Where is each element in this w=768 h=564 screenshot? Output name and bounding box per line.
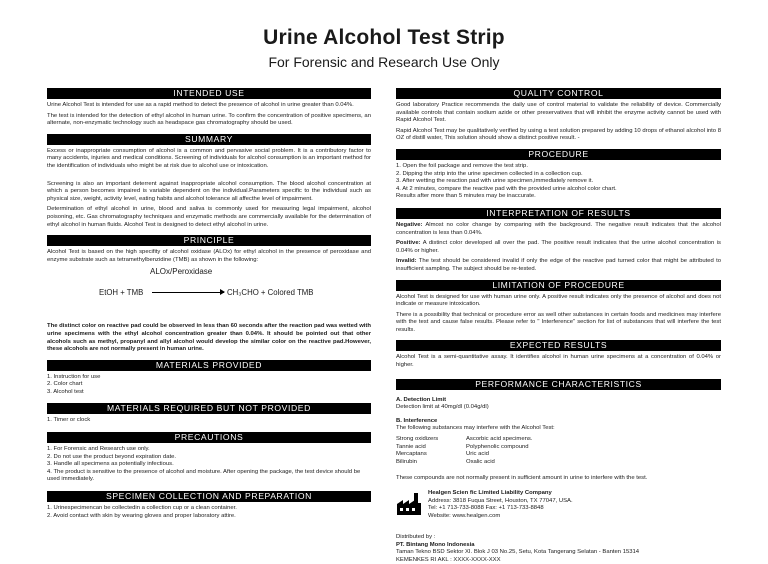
list-item: 2. Color chart bbox=[47, 381, 83, 388]
list-item: 1. Urinespecimencan be collectedin a collection cup or a clean container. bbox=[47, 505, 237, 512]
invalid-text: The test should be considered invalid if only the edge of the reactive pad turned color that might be attributed to insufficient sampling. The subject should be re-tested. bbox=[396, 258, 721, 272]
page-title: Urine Alcohol Test Strip bbox=[263, 26, 505, 49]
positive-label: Positive: bbox=[396, 240, 421, 247]
interpretation-negative bbox=[396, 222, 721, 237]
distributor-address: Taman Tekno BSD Sektor XI. Blok J 03 No.25, Setu, Kota Tangerang Selatan - Banten 15314 bbox=[396, 549, 640, 556]
interference-cell: Mercaptans bbox=[396, 451, 427, 458]
interpretation-positive bbox=[396, 240, 721, 255]
list-item: 1. Timer or clock bbox=[47, 417, 91, 424]
right-column bbox=[396, 88, 721, 564]
detection-limit-title: A. Detection Limit bbox=[396, 396, 447, 403]
interference-title: B. Interference bbox=[396, 417, 438, 424]
page-subtitle: For Forensic and Research Use Only bbox=[268, 54, 500, 70]
list-item: 4. The product is sensitive to the presence of alcohol and moisture. After opening the package, the test device should be used immediately. bbox=[47, 468, 361, 483]
distributor-block bbox=[396, 534, 721, 564]
intended-use-text-1: Urine Alcohol Test is intended for use as a rapid method to detect the presence of alcohol in urine greater than 0.04%. bbox=[47, 102, 354, 108]
list-item: 1. Instruction for use bbox=[47, 373, 101, 380]
limitation-text-1: Alcohol Test is designed for use with human urine only. A positive result indicates only the presence of alcohol and does not indicate or measure intoxication. bbox=[396, 293, 721, 308]
materials-provided-list bbox=[47, 374, 371, 397]
interference-cell: Oxalic acid bbox=[466, 458, 495, 465]
negative-label: Negative: bbox=[396, 221, 423, 228]
distributor-name: PT. Bintang Mono Indonesia bbox=[396, 541, 475, 548]
precautions-heading: PRECAUTIONS bbox=[47, 432, 371, 443]
reaction-reactants: EtOH + TMB bbox=[99, 288, 144, 298]
factory-icon bbox=[396, 492, 422, 516]
summary-heading: SUMMARY bbox=[47, 134, 371, 145]
specimen-list bbox=[47, 505, 371, 520]
interference-cell: Ascorbic acid specimens. bbox=[466, 436, 533, 443]
interference-cell: Uric acid bbox=[466, 451, 489, 458]
summary-text-1: Excess or inappropriate consumption of alcohol is a common and pervasive social problem. It is a contributory factor to many accidents, injuries and medical conditions. Screening of individuals for alcohol consumption is an important method for the identification of individuals who might be at risk due to alcohol use or intoxication. bbox=[47, 147, 371, 169]
expected-results-heading: EXPECTED RESULTS bbox=[396, 340, 721, 351]
left-column bbox=[47, 88, 371, 527]
interference-table bbox=[396, 436, 721, 466]
negative-text: Almost no color change by comparing with the background. The negative result indicates that the alcohol concentration is less than 0.04%. bbox=[396, 221, 721, 236]
distributor-registration: KEMENKES RI AKL : XXXX-XXXX-XXX bbox=[396, 556, 501, 563]
materials-required-list bbox=[47, 417, 371, 425]
positive-text: A distinct color developed all over the pad. The positive result indicates that the urine alcohol concentration is 0.04% or higher. bbox=[396, 240, 721, 254]
interference-cell: Bilirubin bbox=[396, 458, 417, 465]
limitation-heading: LIMITATION OF PROCEDURE bbox=[396, 280, 721, 291]
manufacturer-info bbox=[428, 490, 573, 520]
list-item: 3. Handle all specimens as potentially infectious. bbox=[47, 461, 174, 468]
principle-text-2: The distinct color on reactive pad could be observed in less than 60 seconds after the reaction pad was wetted with urine specimens with the ethyl alcohol concentration greater than 0.04%. It should be pointed out that other alcohols such as methyl, propanyl and allyl alcohol would develop the similar color on the reactive pad.However, these alcohols are not normally present in human urine. bbox=[47, 323, 371, 353]
performance-heading: PERFORMANCE CHARACTERISTICS bbox=[396, 379, 721, 390]
reaction-enzyme: ALOx/Peroxidase bbox=[150, 267, 213, 277]
reaction-arrow-icon bbox=[152, 292, 224, 293]
list-item: Results after more than 5 minutes may be inaccurate. bbox=[396, 193, 536, 200]
manufacturer-phone: Tel: +1 713-733-8088 Fax: +1 713-733-8848 bbox=[428, 505, 544, 512]
manufacturer-block bbox=[396, 490, 721, 530]
principle-text-1: Alcohol Test is based on the high specifity of alcohol oxidase (ALOx) for ethyl alcohol in the presence of peroxidase and enzyme substrate such as tetramethylbenzidine (TMB) as shown in the following: bbox=[47, 249, 371, 263]
expected-results-text: Alcohol Test is a semi-quantitative assay. It identifies alcohol in human urine specimens at a concentration of 0.04% or higher. bbox=[396, 354, 721, 369]
materials-provided-heading: MATERIALS PROVIDED bbox=[47, 360, 371, 371]
quality-control-text-2: Rapid Alcohol Test may be qualitatively verified by using a test solution prepared by adding 10 drops of ethanol alcohol into 8 OZ of distill water, This solution should show a distinct positive result. - bbox=[396, 127, 721, 142]
list-item: 2. Do not use the product beyond expiration date. bbox=[47, 453, 177, 460]
list-item: 3. After wetting the reaction pad with urine specimen,immediately remove it. bbox=[396, 178, 594, 185]
principle-heading: PRINCIPLE bbox=[47, 235, 371, 246]
procedure-heading: PROCEDURE bbox=[396, 149, 721, 160]
intended-use-heading: INTENDED USE bbox=[47, 88, 371, 99]
list-item: 2. Dipping the strip into the urine specimen collected in a collection cup. bbox=[396, 170, 583, 177]
interference-note: These compounds are not normally present in sufficient amount in urine to interfere with the test. bbox=[396, 475, 648, 482]
quality-control-text-1: Good laboratory Practice recommends the daily use of control material to validate the reliability of device. Commercially available controls that contain sodium azide or other preservatives that will inhibit the enzyme activity cannot be used with Rapid Alcohol Test. bbox=[396, 102, 721, 124]
materials-required-heading: MATERIALS REQUIRED BUT NOT PROVIDED bbox=[47, 403, 371, 414]
interference-cell: Polyphenolic compound bbox=[466, 443, 529, 450]
manufacturer-address: Address: 3818 Fuqua Street, Houston, TX 77047, USA. bbox=[428, 497, 573, 504]
quality-control-heading: QUALITY CONTROL bbox=[396, 88, 721, 99]
distributor-label: Distributed by : bbox=[396, 534, 436, 540]
interference-cell: Tannie acid bbox=[396, 443, 426, 450]
procedure-list bbox=[396, 163, 721, 201]
manufacturer-name: Healgen Scien fic Limited Liability Company bbox=[428, 490, 552, 496]
precautions-list bbox=[47, 446, 371, 484]
invalid-label: Invalid: bbox=[396, 258, 417, 265]
reaction-products: CH₃CHO + Colored TMB bbox=[227, 288, 314, 298]
list-item: 3. Alcohol test bbox=[47, 388, 84, 395]
reaction-diagram bbox=[47, 267, 371, 319]
interpretation-heading: INTERPRETATION OF RESULTS bbox=[396, 208, 721, 219]
summary-text-2: Screening is also an important deterrent against inappropriate alcohol consumption. The blood alcohol concentration at which a person becomes impaired is variable dependent on the individual.Parameters specific to the individual such as physical size, weight, activity level, eating habits and alcohol tolerance all affecthe level of impairment. bbox=[47, 180, 371, 202]
list-item: 2. Avoid contact with skin by wearing gloves and proper laboratory attire. bbox=[47, 512, 236, 519]
interference-cell: Strong oxidizers bbox=[396, 436, 439, 443]
list-item: 1. Open the foil package and remove the test strip. bbox=[396, 162, 528, 169]
detection-limit-value: Detection limit at 40mg/dl (0.04g/dl) bbox=[396, 404, 489, 411]
list-item: 1. For Forensic and Research use only. bbox=[47, 446, 150, 453]
detection-limit bbox=[396, 397, 721, 412]
manufacturer-website: Website: www.healgen.com bbox=[428, 512, 501, 519]
specimen-heading: SPECIMEN COLLECTION AND PREPARATION bbox=[47, 491, 371, 502]
intended-use-text-2: The test is intended for the detection of ethyl alcohol in human urine. To confirm the concentration of positive specimens, an alternate, non-enzymatic technology such as headspace gas chromatography should be used. bbox=[47, 112, 371, 127]
list-item: 4. At 2 minutes, compare the reactive pad with the provided urine alcohol color chart. bbox=[396, 185, 617, 192]
limitation-text-2: There is a possibility that technical or procedure error as well other substances in certain foods and medicines may interfere with the test and cause false results. Please refer to " Interference" section for list of substances that will interfere the test results. bbox=[396, 311, 721, 333]
interference-intro: The following substances may interfere with the Alcohol Test: bbox=[396, 425, 555, 432]
interpretation-invalid bbox=[396, 258, 721, 273]
interference bbox=[396, 418, 721, 433]
summary-text-3: Determination of ethyl alcohol in urine, blood and saliva is commonly used for measuring legal impairment, alcohol poisoning, etc. Gas chromatography techniques and enzymatic methods are commercially available for the determination of ethyl alcohol in human fluids. Alcohol Test is designed to detect ethyl alcohol in urine. bbox=[47, 206, 371, 228]
